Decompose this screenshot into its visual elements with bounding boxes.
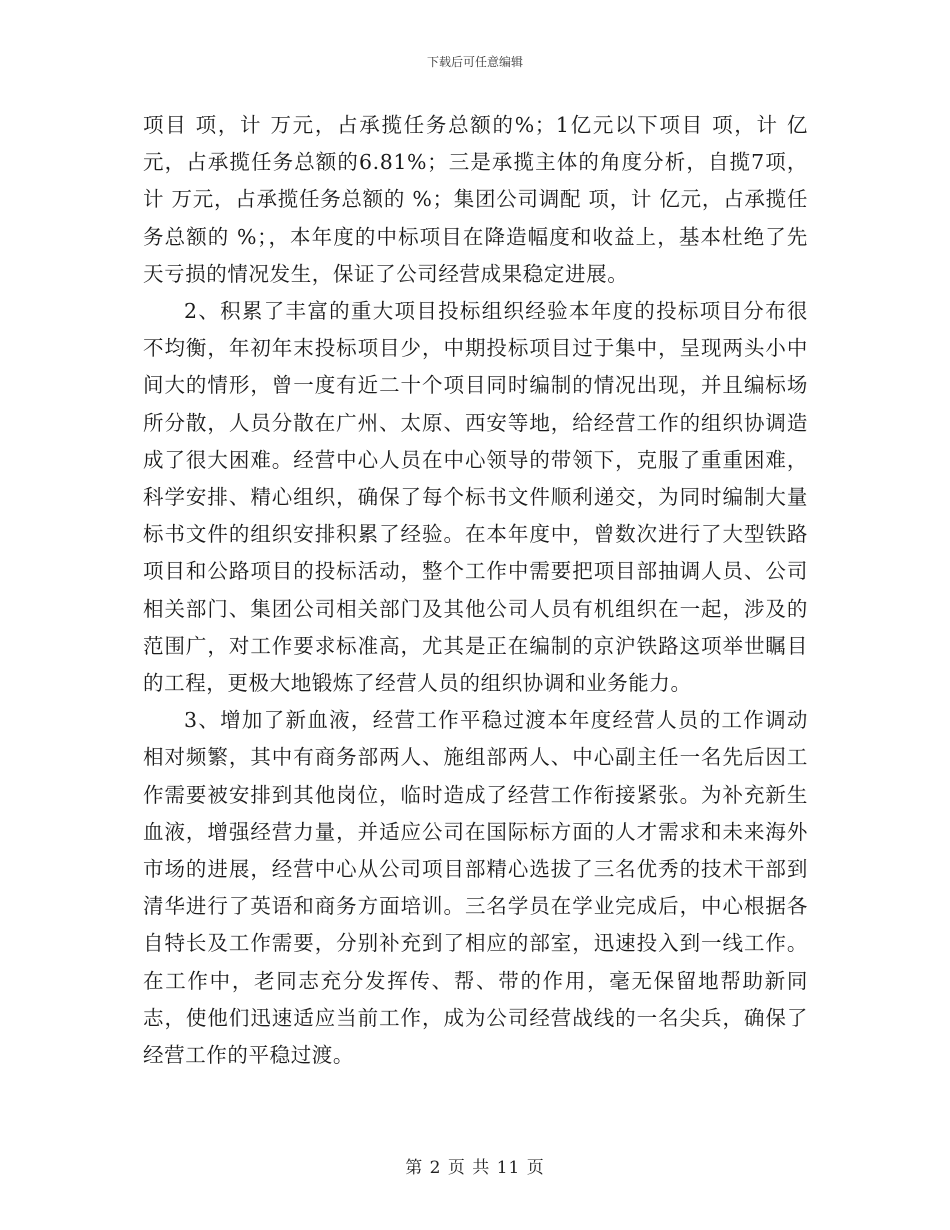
page-number-footer: 第 2 页 共 11 页 (405, 1158, 545, 1178)
paragraph: 项目 项，计 万元，占承揽任务总额的%；1亿元以下项目 项，计 亿元，占承揽任务总额的6.81%；三是承揽主体的角度分析，自揽7项，计 万元，占承揽任务总额的 %；集团公司调配 项，计 亿元，占承揽任务总额的 %；，本年度的中标项目在降造幅度和收益上，基本杜绝了先天亏损的情况发生，保证了公司经营成果稳定进展。 (143, 113, 808, 286)
page-header: 下载后可任意编辑 (426, 55, 523, 69)
document-body (143, 107, 808, 1074)
paragraph: 2、积累了丰富的重大项目投标组织经验本年度的投标项目分布很不均衡，年初年末投标项目少，中期投标项目过于集中，呈现两头小中间大的情形，曾一度有近二十个项目同时编制的情况出现，并且编标场所分散，人员分散在广州、太原、西安等地，给经营工作的组织协调造成了很大困难。经营中心人员在中心领导的带领下，克服了重重困难，科学安排、精心组织，确保了每个标书文件顺利递交，为同时编制大量标书文件的组织安排积累了经验。在本年度中，曾数次进行了大型铁路项目和公路项目的投标活动，整个工作中需要把项目部抽调人员、公司相关部门、集团公司相关部门及其他公司人员有机组织在一起，涉及的范围广，对工作要求标准高，尤其是正在编制的京沪铁路这项举世瞩目的工程，更极大地锻炼了经营人员的组织协调和业务能力。 (143, 299, 808, 696)
paragraph: 3、增加了新血液，经营工作平稳过渡本年度经营人员的工作调动相对频繁，其中有商务部两人、施组部两人、中心副主任一名先后因工作需要被安排到其他岗位，临时造成了经营工作衔接紧张。为补充新生血液，增强经营力量，并适应公司在国际标方面的人才需求和未来海外市场的进展，经营中心从公司项目部精心选拔了三名优秀的技术干部到清华进行了英语和商务方面培训。三名学员在学业完成后，中心根据各自特长及工作需要，分别补充到了相应的部室，迅速投入到一线工作。在工作中，老同志充分发挥传、帮、带的作用，毫无保留地帮助新同志，使他们迅速适应当前工作，成为公司经营战线的一名尖兵，确保了经营工作的平稳过渡。 (143, 708, 808, 1068)
